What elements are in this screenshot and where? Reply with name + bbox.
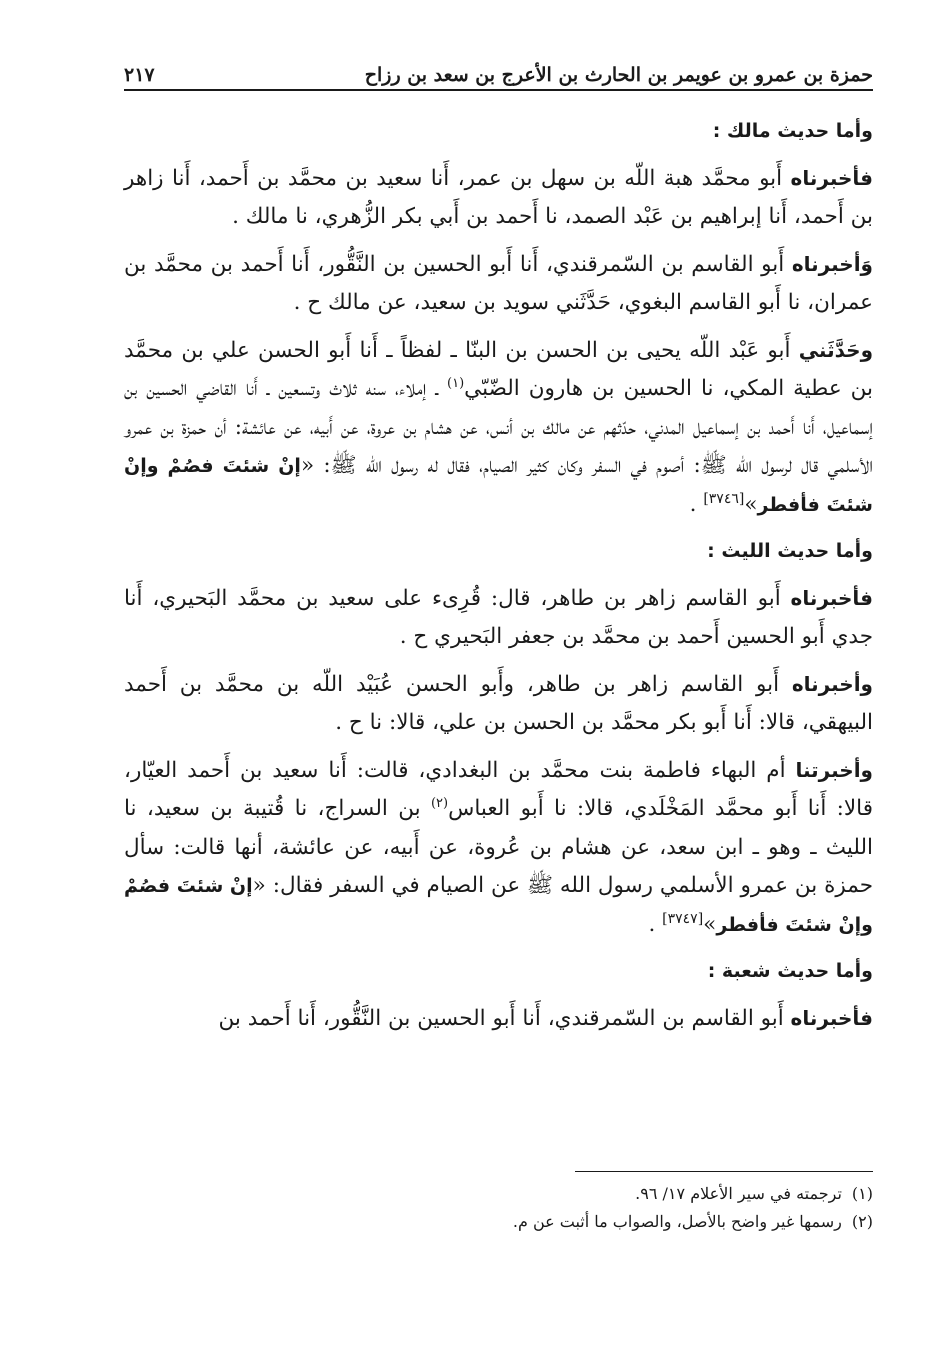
footnote-rule: [575, 1171, 873, 1172]
hadith-reference: [٣٧٤٦]: [703, 490, 745, 507]
footnote-2: (٢)رسمها غير واضح بالأصل، والصواب ما أثبت عن م.: [512, 1212, 873, 1231]
hadith-paragraph: وأخبرتنا أم البهاء فاطمة بنت محمَّد بن البغدادي، قالت: أَنا سعيد بن أَحمد العيّار، قالا: أَنا أَبو محمَّد المَخْلَدي، قالا: نا أَبو العباس$^{(٢)}$ بن السراج، نا قُتيبة بن سعيد، نا الليث ـ وهو ـ ابن سعد، عن هشام بن عُروة، عن أَبيه، عن عائشة، أنها قالت: سأل حمزة بن عمرو الأسلمي رسول الله ﷺ عن الصيام في السفر فقال: «إنْ شئتَ فصُمْ وإنْ شئتَ فأفطر»[٣٧٤٧] .: [124, 757, 873, 937]
hadith-reference: [٣٧٤٧]: [662, 910, 704, 927]
header-rule: [124, 89, 873, 91]
hadith-paragraph: وحَدَّثَني أَبو عَبْد اللّه يحيى بن الحسن بن البنّا ـ لفظاً ـ أَنا أَبو الحسن علي بن محمَّد بن عطية المكي، نا الحسين بن هارون الضّبّي$^{(١)}$ ـ إملاء، سنه ثلاث وتسعين ـ أَنا القاضي الحسين بن إسماعيل، أَنا أَحمد بن إسماعيل المدني، حدّثهم عن مالك بن أنس، عن هشام بن عروة، عن أَبيه، عن عائشة: أن حمزة بن عمرو الأسلمي قال لرسول الله ﷺ: أصوم في السفر وكان كثير الصيام، فقال له رسول الله ﷺ: «إنْ شئتَ فصُمْ وإنْ شئتَ فأفطر»[٣٧٤٦] .: [124, 337, 873, 517]
footnote-1: (١)ترجمته في سير الأعلام ١٧/ ٩٦.: [635, 1184, 873, 1203]
section-heading-layth: وأما حديث الليث :: [707, 540, 873, 562]
section-heading-shuba: وأما حديث شعبة :: [707, 960, 873, 982]
keyword: وَأخبرناه: [791, 251, 873, 276]
footnotes: [124, 1180, 873, 1236]
keyword: وأخبرتنا: [795, 757, 873, 782]
section-heading-malik: وأما حديث مالك :: [712, 120, 873, 142]
main-text: [124, 112, 873, 1046]
hadith-text: إنْ شئتَ فصُمْ وإنْ شئتَ فأفطر: [124, 455, 873, 516]
isnad-paragraph: وَأخبرناه أَبو القاسم بن السّمرقندي، أَنا أَبو الحسين بن النَّقُّور، أَنا أَحمد بن محمَّد بن عمران، نا أَبو القاسم البغوي، حَدَّثَني سويد بن سعيد، عن مالك ح .: [124, 251, 873, 315]
keyword: وأخبرناه: [791, 671, 873, 696]
footnote-marker: (١): [447, 375, 465, 391]
page-number: ٢١٧: [124, 64, 155, 86]
isnad-paragraph: فأخبرناه أَبو محمَّد هبة اللّه بن سهل بن عمر، أَنا سعيد بن محمَّد بن أَحمد، أَنا زاهر بن أَحمد، أَنا إبراهيم بن عَبْد الصمد، نا أَحمد بن أَبي بكر الزُّهري، نا مالك .: [124, 165, 873, 229]
keyword: فأخبرناه: [790, 585, 873, 610]
running-title: حمزة بن عمرو بن عويمر بن الحارث بن الأعرج بن سعد بن رزاح: [364, 64, 873, 86]
page-header: [124, 56, 873, 86]
isnad-paragraph: فأخبرناه أَبو القاسم زاهر بن طاهر، قال: قُرِىء على سعيد بن محمَّد البَحيري، أَنا جدي أَبو الحسين أَحمد بن محمَّد بن جعفر البَحيري ح .: [124, 585, 873, 649]
isnad-paragraph: وأخبرناه أَبو القاسم زاهر بن طاهر، وأَبو الحسن عُبَيْد اللّه بن محمَّد بن أَحمد البيهقي، قالا: أَنا أَبو بكر محمَّد بن الحسن بن علي، قالا: نا ح .: [124, 671, 873, 735]
keyword: فأخبرناه: [790, 1005, 873, 1030]
keyword: فأخبرناه: [790, 165, 873, 190]
keyword: وحَدَّثَني: [798, 337, 873, 362]
isnad-paragraph: فأخبرناه أَبو القاسم بن السّمرقندي، أَنا أَبو الحسين بن النَّقُّور، أَنا أَحمد بن: [218, 1005, 873, 1031]
footnote-marker: (٢): [430, 795, 449, 811]
hadith-text: إنْ شئتَ فصُمْ وإنْ شئتَ فأفطر: [124, 875, 873, 936]
